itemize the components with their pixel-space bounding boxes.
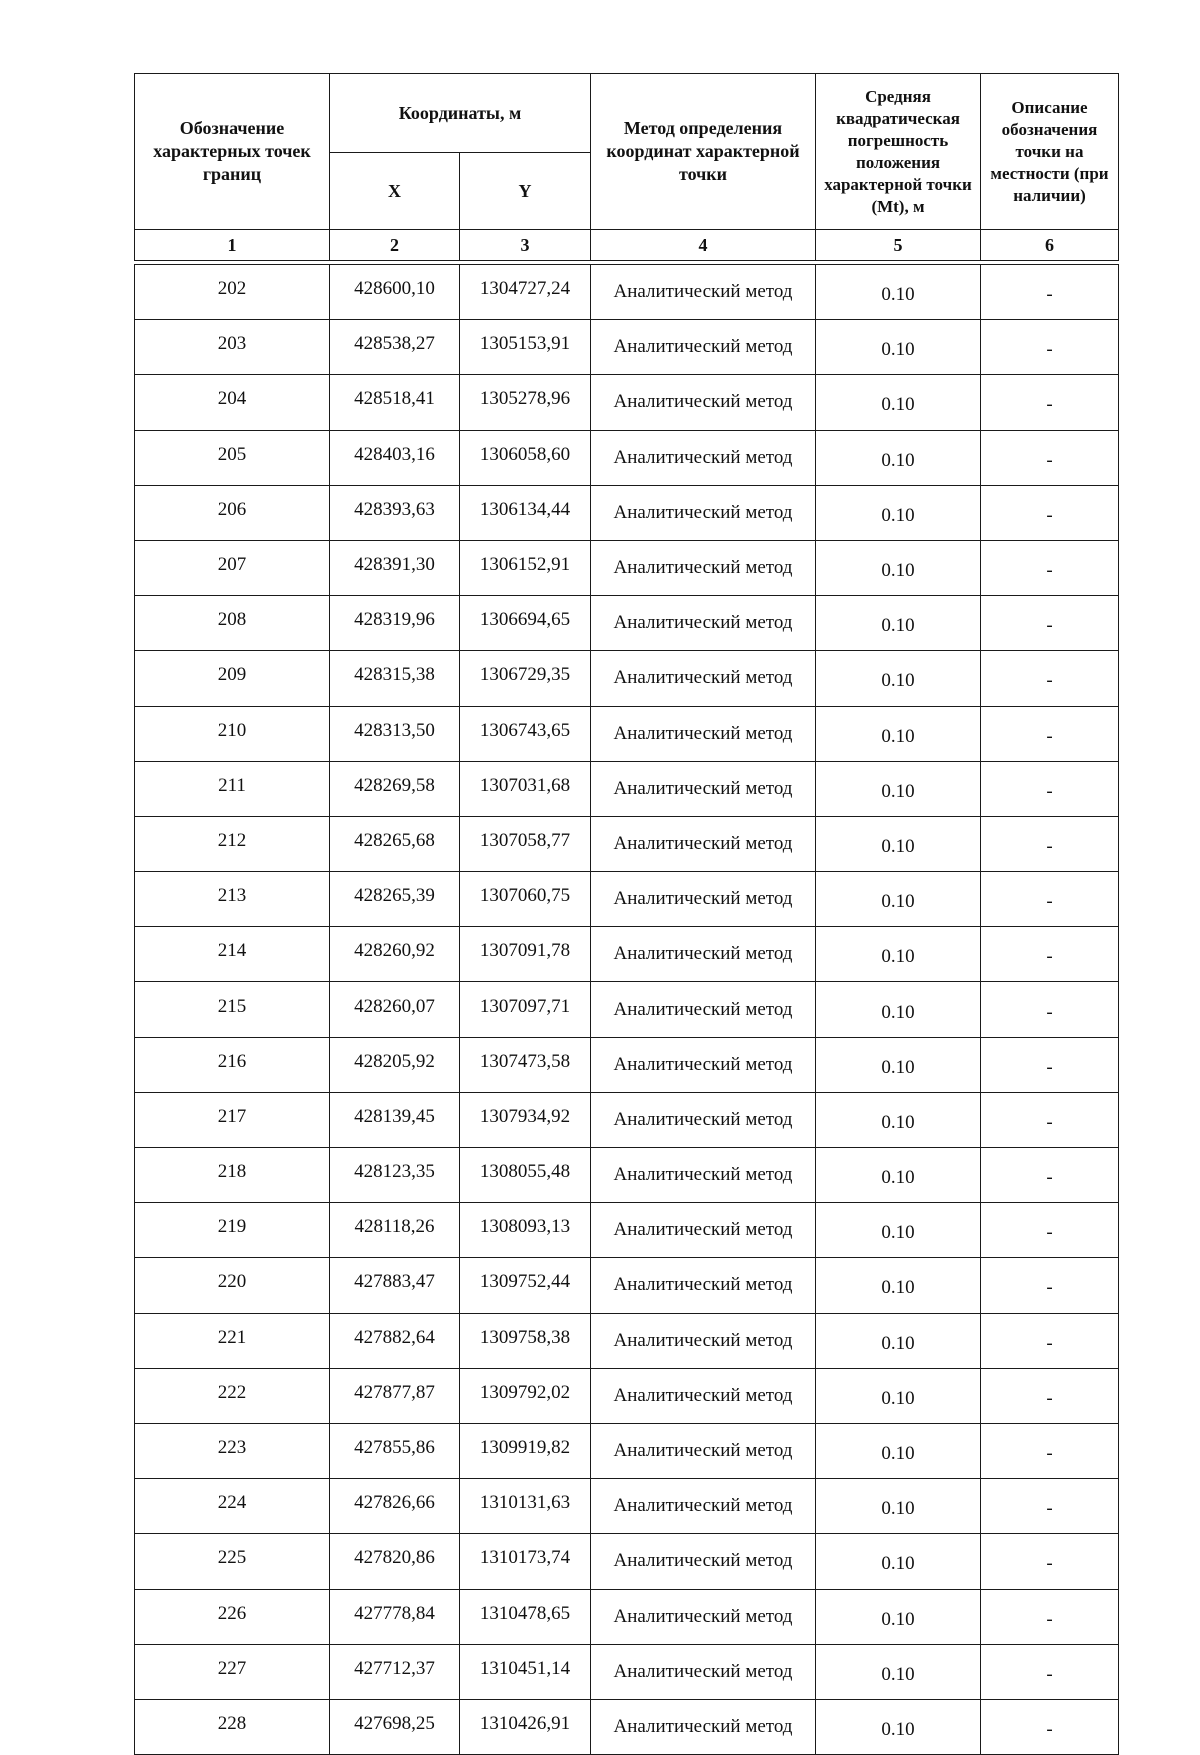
method-cell: Аналитический метод xyxy=(591,1534,816,1589)
header-coords: Координаты, м xyxy=(330,74,591,153)
method-cell: Аналитический метод xyxy=(591,375,816,430)
point-number-cell: 218 xyxy=(135,1148,330,1203)
description-cell: - xyxy=(981,265,1119,320)
mt-cell: 0.10 xyxy=(816,596,981,651)
table-row xyxy=(135,1479,1119,1534)
description-cell: - xyxy=(981,1313,1119,1368)
method-cell: Аналитический метод xyxy=(591,1258,816,1313)
y-coordinate-cell: 1310451,14 xyxy=(460,1644,591,1699)
description-cell: - xyxy=(981,761,1119,816)
description-cell: - xyxy=(981,816,1119,871)
mt-cell: 0.10 xyxy=(816,872,981,927)
y-coordinate-cell: 1306743,65 xyxy=(460,706,591,761)
description-cell: - xyxy=(981,872,1119,927)
description-cell: - xyxy=(981,596,1119,651)
y-coordinate-cell: 1306152,91 xyxy=(460,540,591,595)
x-coordinate-cell: 427883,47 xyxy=(330,1258,460,1313)
mt-cell: 0.10 xyxy=(816,1423,981,1478)
description-cell: - xyxy=(981,375,1119,430)
table-row xyxy=(135,430,1119,485)
description-cell: - xyxy=(981,927,1119,982)
y-coordinate-cell: 1308093,13 xyxy=(460,1203,591,1258)
method-cell: Аналитический метод xyxy=(591,320,816,375)
mt-cell: 0.10 xyxy=(816,1313,981,1368)
y-coordinate-cell: 1307934,92 xyxy=(460,1092,591,1147)
table-row xyxy=(135,1203,1119,1258)
method-cell: Аналитический метод xyxy=(591,596,816,651)
table-body xyxy=(135,265,1119,1755)
header-description: Описание обозначения точки на местности (при наличии) xyxy=(981,74,1119,230)
method-cell: Аналитический метод xyxy=(591,1699,816,1754)
mt-cell: 0.10 xyxy=(816,706,981,761)
table-row xyxy=(135,927,1119,982)
description-cell: - xyxy=(981,651,1119,706)
point-number-cell: 213 xyxy=(135,872,330,927)
mt-cell: 0.10 xyxy=(816,1699,981,1754)
x-coordinate-cell: 428265,68 xyxy=(330,816,460,871)
table-row xyxy=(135,1368,1119,1423)
mt-cell: 0.10 xyxy=(816,1037,981,1092)
y-coordinate-cell: 1304727,24 xyxy=(460,265,591,320)
table-row xyxy=(135,1699,1119,1754)
mt-cell: 0.10 xyxy=(816,982,981,1037)
description-cell: - xyxy=(981,320,1119,375)
y-coordinate-cell: 1306058,60 xyxy=(460,430,591,485)
x-coordinate-cell: 428139,45 xyxy=(330,1092,460,1147)
y-coordinate-cell: 1307473,58 xyxy=(460,1037,591,1092)
point-number-cell: 220 xyxy=(135,1258,330,1313)
x-coordinate-cell: 428538,27 xyxy=(330,320,460,375)
point-number-cell: 203 xyxy=(135,320,330,375)
y-coordinate-cell: 1306134,44 xyxy=(460,485,591,540)
x-coordinate-cell: 428403,16 xyxy=(330,430,460,485)
method-cell: Аналитический метод xyxy=(591,1644,816,1699)
y-coordinate-cell: 1307031,68 xyxy=(460,761,591,816)
x-coordinate-cell: 428393,63 xyxy=(330,485,460,540)
y-coordinate-cell: 1310131,63 xyxy=(460,1479,591,1534)
point-number-cell: 211 xyxy=(135,761,330,816)
mt-cell: 0.10 xyxy=(816,927,981,982)
y-coordinate-cell: 1307058,77 xyxy=(460,816,591,871)
table-row xyxy=(135,1037,1119,1092)
point-number-cell: 221 xyxy=(135,1313,330,1368)
mt-cell: 0.10 xyxy=(816,1203,981,1258)
description-cell: - xyxy=(981,706,1119,761)
point-number-cell: 209 xyxy=(135,651,330,706)
description-cell: - xyxy=(981,1148,1119,1203)
table-row xyxy=(135,265,1119,320)
description-cell: - xyxy=(981,430,1119,485)
x-coordinate-cell: 428205,92 xyxy=(330,1037,460,1092)
table-row xyxy=(135,651,1119,706)
table-row xyxy=(135,706,1119,761)
x-coordinate-cell: 427882,64 xyxy=(330,1313,460,1368)
header-point: Обозначение характерных точек границ xyxy=(135,74,330,230)
column-number: 6 xyxy=(981,230,1119,261)
table-row xyxy=(135,761,1119,816)
mt-cell: 0.10 xyxy=(816,375,981,430)
table-row xyxy=(135,1423,1119,1478)
y-coordinate-cell: 1309752,44 xyxy=(460,1258,591,1313)
x-coordinate-cell: 427855,86 xyxy=(330,1423,460,1478)
method-cell: Аналитический метод xyxy=(591,1203,816,1258)
x-coordinate-cell: 427698,25 xyxy=(330,1699,460,1754)
y-coordinate-cell: 1305278,96 xyxy=(460,375,591,430)
method-cell: Аналитический метод xyxy=(591,1368,816,1423)
table-row xyxy=(135,1148,1119,1203)
description-cell: - xyxy=(981,1203,1119,1258)
method-cell: Аналитический метод xyxy=(591,927,816,982)
description-cell: - xyxy=(981,485,1119,540)
point-number-cell: 204 xyxy=(135,375,330,430)
y-coordinate-cell: 1305153,91 xyxy=(460,320,591,375)
point-number-cell: 215 xyxy=(135,982,330,1037)
x-coordinate-cell: 428269,58 xyxy=(330,761,460,816)
method-cell: Аналитический метод xyxy=(591,430,816,485)
y-coordinate-cell: 1307097,71 xyxy=(460,982,591,1037)
x-coordinate-cell: 427712,37 xyxy=(330,1644,460,1699)
point-number-cell: 222 xyxy=(135,1368,330,1423)
x-coordinate-cell: 428518,41 xyxy=(330,375,460,430)
y-coordinate-cell: 1310173,74 xyxy=(460,1534,591,1589)
y-coordinate-cell: 1307060,75 xyxy=(460,872,591,927)
y-coordinate-cell: 1308055,48 xyxy=(460,1148,591,1203)
method-cell: Аналитический метод xyxy=(591,706,816,761)
mt-cell: 0.10 xyxy=(816,1479,981,1534)
point-number-cell: 205 xyxy=(135,430,330,485)
x-coordinate-cell: 428260,07 xyxy=(330,982,460,1037)
mt-cell: 0.10 xyxy=(816,651,981,706)
header-method: Метод определения координат характерной точки xyxy=(591,74,816,230)
method-cell: Аналитический метод xyxy=(591,1313,816,1368)
method-cell: Аналитический метод xyxy=(591,816,816,871)
method-cell: Аналитический метод xyxy=(591,982,816,1037)
table-row xyxy=(135,816,1119,871)
description-cell: - xyxy=(981,1423,1119,1478)
method-cell: Аналитический метод xyxy=(591,485,816,540)
method-cell: Аналитический метод xyxy=(591,540,816,595)
y-coordinate-cell: 1309758,38 xyxy=(460,1313,591,1368)
mt-cell: 0.10 xyxy=(816,761,981,816)
x-coordinate-cell: 428260,92 xyxy=(330,927,460,982)
header-row-main xyxy=(135,74,1119,153)
point-number-cell: 208 xyxy=(135,596,330,651)
point-number-cell: 207 xyxy=(135,540,330,595)
description-cell: - xyxy=(981,1589,1119,1644)
method-cell: Аналитический метод xyxy=(591,1423,816,1478)
description-cell: - xyxy=(981,1644,1119,1699)
point-number-cell: 202 xyxy=(135,265,330,320)
method-cell: Аналитический метод xyxy=(591,1479,816,1534)
x-coordinate-cell: 428600,10 xyxy=(330,265,460,320)
point-number-cell: 225 xyxy=(135,1534,330,1589)
y-coordinate-cell: 1310478,65 xyxy=(460,1589,591,1644)
mt-cell: 0.10 xyxy=(816,1148,981,1203)
table-row xyxy=(135,540,1119,595)
table-row xyxy=(135,1258,1119,1313)
method-cell: Аналитический метод xyxy=(591,1037,816,1092)
point-number-cell: 227 xyxy=(135,1644,330,1699)
table-row xyxy=(135,596,1119,651)
mt-cell: 0.10 xyxy=(816,1368,981,1423)
table-header xyxy=(135,74,1119,265)
column-number: 3 xyxy=(460,230,591,261)
point-number-cell: 212 xyxy=(135,816,330,871)
point-number-cell: 214 xyxy=(135,927,330,982)
table-row xyxy=(135,1644,1119,1699)
x-coordinate-cell: 428118,26 xyxy=(330,1203,460,1258)
table-row xyxy=(135,1092,1119,1147)
mt-cell: 0.10 xyxy=(816,1092,981,1147)
method-cell: Аналитический метод xyxy=(591,651,816,706)
point-number-cell: 226 xyxy=(135,1589,330,1644)
table-row xyxy=(135,982,1119,1037)
point-number-cell: 216 xyxy=(135,1037,330,1092)
x-coordinate-cell: 428265,39 xyxy=(330,872,460,927)
description-cell: - xyxy=(981,1037,1119,1092)
mt-cell: 0.10 xyxy=(816,1589,981,1644)
description-cell: - xyxy=(981,1368,1119,1423)
mt-cell: 0.10 xyxy=(816,265,981,320)
mt-cell: 0.10 xyxy=(816,816,981,871)
point-number-cell: 219 xyxy=(135,1203,330,1258)
point-number-cell: 206 xyxy=(135,485,330,540)
y-coordinate-cell: 1306694,65 xyxy=(460,596,591,651)
x-coordinate-cell: 428319,96 xyxy=(330,596,460,651)
table-row xyxy=(135,872,1119,927)
method-cell: Аналитический метод xyxy=(591,761,816,816)
table-row xyxy=(135,485,1119,540)
method-cell: Аналитический метод xyxy=(591,1589,816,1644)
table-row xyxy=(135,1313,1119,1368)
description-cell: - xyxy=(981,1479,1119,1534)
point-number-cell: 217 xyxy=(135,1092,330,1147)
mt-cell: 0.10 xyxy=(816,1644,981,1699)
column-number: 5 xyxy=(816,230,981,261)
mt-cell: 0.10 xyxy=(816,430,981,485)
point-number-cell: 224 xyxy=(135,1479,330,1534)
description-cell: - xyxy=(981,1092,1119,1147)
point-number-cell: 228 xyxy=(135,1699,330,1754)
table-row xyxy=(135,1589,1119,1644)
x-coordinate-cell: 427778,84 xyxy=(330,1589,460,1644)
x-coordinate-cell: 427826,66 xyxy=(330,1479,460,1534)
table-row xyxy=(135,1534,1119,1589)
mt-cell: 0.10 xyxy=(816,1258,981,1313)
x-coordinate-cell: 428123,35 xyxy=(330,1148,460,1203)
method-cell: Аналитический метод xyxy=(591,1148,816,1203)
table-row xyxy=(135,375,1119,430)
point-number-cell: 210 xyxy=(135,706,330,761)
x-coordinate-cell: 427820,86 xyxy=(330,1534,460,1589)
description-cell: - xyxy=(981,982,1119,1037)
header-row-numbers xyxy=(135,230,1119,261)
mt-cell: 0.10 xyxy=(816,320,981,375)
x-coordinate-cell: 428391,30 xyxy=(330,540,460,595)
column-number: 2 xyxy=(330,230,460,261)
column-number: 1 xyxy=(135,230,330,261)
description-cell: - xyxy=(981,540,1119,595)
mt-cell: 0.10 xyxy=(816,1534,981,1589)
method-cell: Аналитический метод xyxy=(591,872,816,927)
column-number: 4 xyxy=(591,230,816,261)
point-number-cell: 223 xyxy=(135,1423,330,1478)
description-cell: - xyxy=(981,1534,1119,1589)
table-row xyxy=(135,320,1119,375)
mt-cell: 0.10 xyxy=(816,485,981,540)
description-cell: - xyxy=(981,1258,1119,1313)
description-cell: - xyxy=(981,1699,1119,1754)
x-coordinate-cell: 427877,87 xyxy=(330,1368,460,1423)
y-coordinate-cell: 1306729,35 xyxy=(460,651,591,706)
y-coordinate-cell: 1310426,91 xyxy=(460,1699,591,1754)
y-coordinate-cell: 1309792,02 xyxy=(460,1368,591,1423)
y-coordinate-cell: 1307091,78 xyxy=(460,927,591,982)
x-coordinate-cell: 428315,38 xyxy=(330,651,460,706)
x-coordinate-cell: 428313,50 xyxy=(330,706,460,761)
y-coordinate-cell: 1309919,82 xyxy=(460,1423,591,1478)
header-accuracy: Средняя квадратическая погрешность положения характерной точки (Mt), м xyxy=(816,74,981,230)
method-cell: Аналитический метод xyxy=(591,1092,816,1147)
coordinates-table xyxy=(134,73,1119,1755)
header-x: X xyxy=(330,153,460,230)
method-cell: Аналитический метод xyxy=(591,265,816,320)
header-y: Y xyxy=(460,153,591,230)
mt-cell: 0.10 xyxy=(816,540,981,595)
